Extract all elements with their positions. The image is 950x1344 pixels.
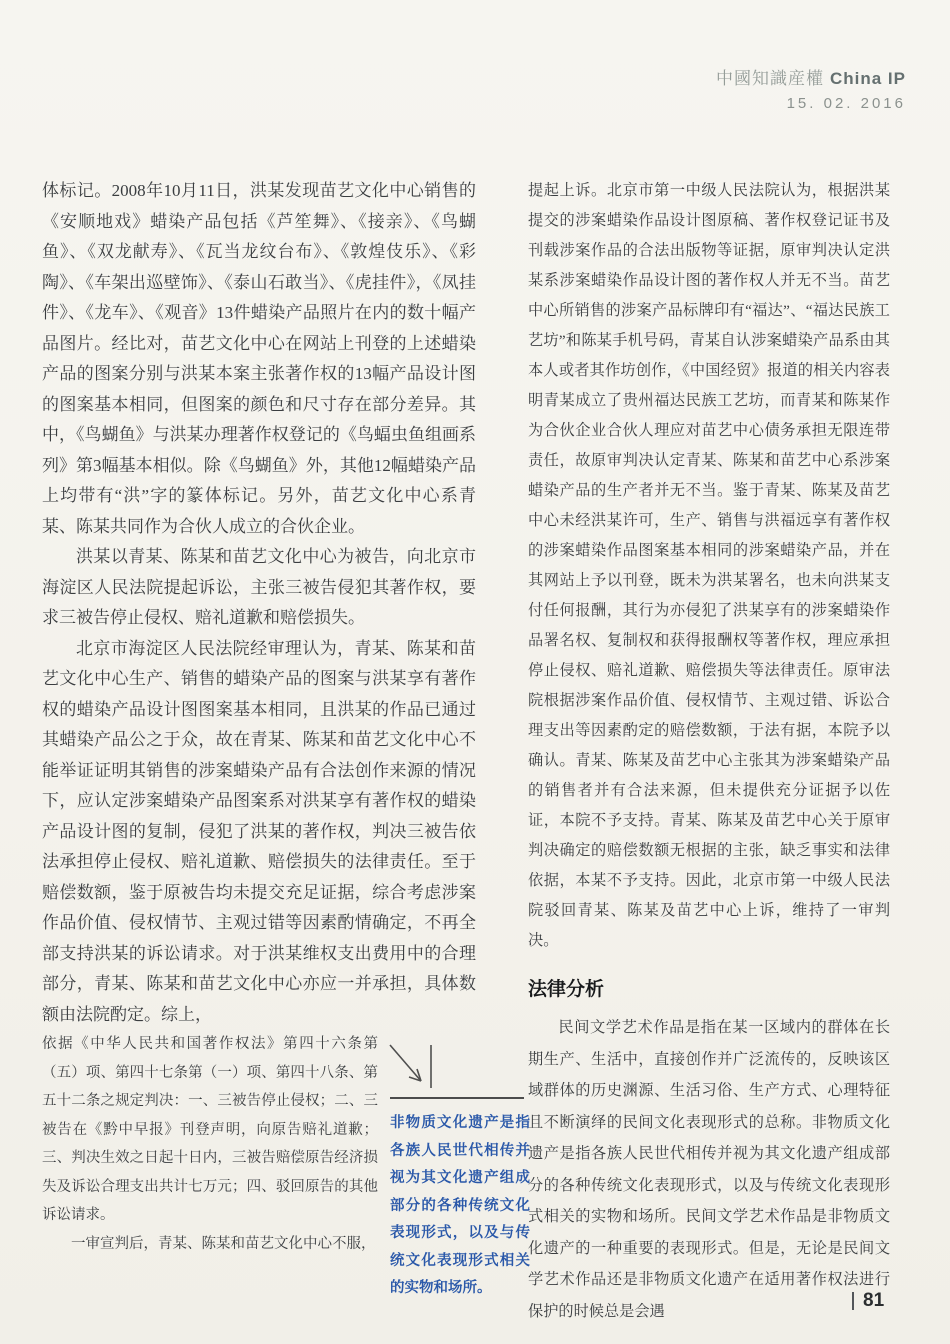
analysis-paragraph: 民间文学艺术作品是指在某一区域内的群体在长期生产、生活中，直接创作并广泛流传的，反映该区域群体的历史渊源、生活习俗、生产方式、心理特征且不断演绎的民间文化表现形式的总称。非物质文化遗产是指各族人民世代相传并视为其文化遗产组成部分的各种传统文化表现形式，以及与传统文化表现形式相关的实物和场所。民间文学艺术作品是非物质文化遗产的一种重要的表现形式。但是，无论是民间文学艺术作品还是非物质文化遗产在适用著作权法进行保护的时候总是会遇: [528, 1019, 890, 1320]
magazine-title: [716, 64, 906, 89]
down-right-arrow-icon: [384, 1042, 440, 1096]
page-number-divider: [852, 1292, 854, 1310]
body-paragraph: 体标记。2008年10月11日，洪某发现苗艺文化中心销售的《安顺地戏》蜡染产品包括《芦笙舞》、《接亲》、《鸟蝴鱼》、《双龙献寿》、《瓦当龙纹台布》、《敦煌伎乐》、《彩陶》、《车架出巡壁饰》、《泰山石敢当》、《虎挂件》，《凤挂件》、《龙车》、《观音》13件蜡染产品照片在内的数十幅产品图片。经比对，苗艺文化中心在网站上刊登的上述蜡染产品的图案分别与洪某本案主张著作权的13幅产品设计图的图案基本相同，但图案的颜色和尺寸存在部分差异。其中，《鸟蝴鱼》与洪某办理著作权登记的《鸟蝠虫鱼组画系列》第3幅基本相似。除《鸟蝴鱼》外，其他12幅蜡染产品上均带有“洪”字的篆体标记。另外，苗艺文化中心系青某、陈某共同作为合伙人成立的合伙企业。: [42, 181, 476, 536]
body-paragraph: 洪某以青某、陈某和苗艺文化中心为被告，向北京市海淀区人民法院提起诉讼，主张三被告侵犯其著作权，要求三被告停止侵权、赔礼道歉和赔偿损失。: [42, 547, 476, 627]
magazine-title-zh: 中國知識産權: [715, 69, 824, 88]
body-paragraph: 北京市海淀区人民法院经审理认为，青某、陈某和苗艺文化中心生产、销售的蜡染产品的图案与洪某享有著作权的蜡染产品设计图图案基本相同，且洪某的作品已通过其蜡染产品公之于众，故在青某、陈某和苗艺文化中心不能举证证明其销售的涉案蜡染产品有合法创作来源的情况下，应认定涉案蜡染产品图案系对洪某享有著作权的蜡染产品设计图的复制，侵犯了洪某的著作权，判决三被告依法承担停止侵权、赔礼道歉、赔偿损失的法律责任。至于赔偿数额，鉴于原被告均未提交充足证据，综合考虑涉案作品价值、侵权情节、主观过错等因素酌情确定，不再全部支持洪某的诉讼请求。对于洪某维权支出费用中的合理部分，青某、陈某和苗艺文化中心亦应一并承担，具体数额由法院酌定。综上，: [42, 638, 476, 1024]
pull-quote-top-rule: [390, 1097, 524, 1099]
section-heading-legal-analysis: 法律分析: [528, 979, 605, 1000]
page-number-value: 81: [863, 1290, 885, 1311]
pull-quote: 非物质文化遗产是指各族人民世代相传并视为其文化遗产组成部分的各种传统文化表现形式，以及与传统文化表现形式相关的实物和场所。: [390, 1115, 530, 1296]
page-header: [716, 64, 906, 112]
magazine-title-en: China IP: [829, 69, 906, 88]
body-paragraph: 一审宣判后，青某、陈某和苗艺文化中心不服，: [71, 1235, 376, 1252]
body-paragraph: 依据《中华人民共和国著作权法》第四十六条第（五）项、第四十七条第（一）项、第四十八条、第五十二条之规定判决：一、三被告停止侵权；二、三被告在《黔中早报》刊登声明，向原告赔礼道歉；三、判决生效之日起十日内，三被告赔偿原告经济损失及诉讼合理支出共计七万元；四、驳回原告的其他诉讼请求。: [42, 1036, 378, 1223]
page-number: [852, 1290, 884, 1312]
right-column: [528, 176, 890, 1327]
body-paragraph: 提起上诉。北京市第一中级人民法院认为，根据洪某提交的涉案蜡染作品设计图原稿、著作权登记证书及刊载涉案作品的合法出版物等证据，原审判决认定洪某系涉案蜡染作品设计图的著作权人并无不当。苗艺中心所销售的涉案产品标牌印有“福达”、“福达民族工艺坊”和陈某手机号码，青某自认涉案蜡染产品系由其本人或者其作坊创作，《中国经贸》报道的相关内容表明青某成立了贵州福达民族工艺坊，而青某和陈某作为合伙企业合伙人理应对苗艺中心债务承担无限连带责任，故原审判决认定青某、陈某和苗艺中心系涉案蜡染产品的生产者并无不当。鉴于青某、陈某及苗艺中心未经洪某许可，生产、销售与洪福远享有著作权的涉案蜡染作品图案基本相同的涉案蜡染产品，并在其网站上予以刊登，既未为洪某署名，也未向洪某支付任何报酬，其行为亦侵犯了洪某享有的涉案蜡染作品署名权、复制权和获得报酬权等著作权，理应承担停止侵权、赔礼道歉、赔偿损失等法律责任。原审法院根据涉案作品价值、侵权情节、主观过错、诉讼合理支出等因素酌定的赔偿数额，于法有据，本院予以确认。青某、陈某及苗艺中心主张其为涉案蜡染产品的销售者并有合法来源，但未提供充分证据予以佐证，本院不予支持。青某、陈某及苗艺中心关于原审判决确定的赔偿数额无根据的主张，缺乏事实和法律依据，本某不予支持。因此，北京市第一中级人民法院驳回青某、陈某及苗艺中心上诉，维持了一审判决。: [528, 182, 890, 949]
narrow-wrap-section: [42, 1030, 378, 1258]
issue-date: 15. 02. 2016: [786, 95, 906, 112]
